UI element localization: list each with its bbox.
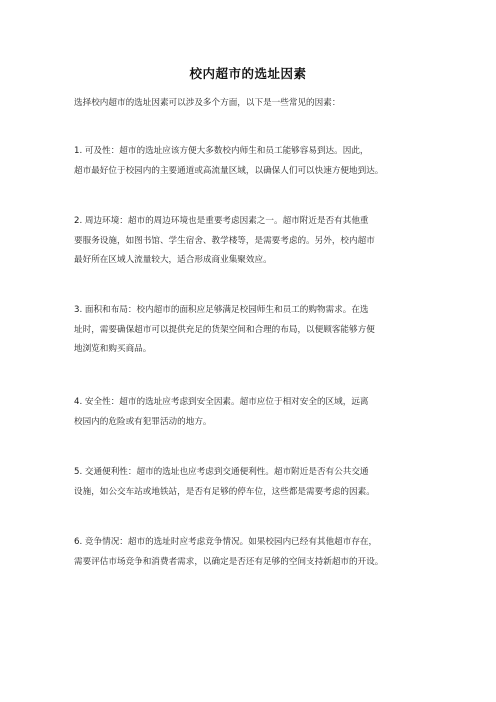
factor-paragraph-area-layout [74,301,434,360]
paragraph-line: 3. 面积和布局：校内超市的面积应足够满足校园师生和员工的购物需求。在选 [74,305,369,315]
paragraph-line: 需要评估市场竞争和消费者需求，以确定是否还有足够的空间支持新超市的开设。 [74,556,384,567]
intro-paragraph: 选择校内超市的选址因素可以涉及多个方面，以下是一些常见的因素： [74,98,341,108]
paragraph-line: 2. 周边环境：超市的周边环境也是重要考虑因素之一。超市附近是否有其他重 [74,216,369,226]
paragraph-line: 设施，如公交车站或地铁站，是否有足够的停车位，这些都是需要考虑的因素。 [74,486,375,497]
paragraph-line: 5. 交通便利性：超市的选址也应考虑到交通便利性。超市附近是否有公共交通 [74,467,369,477]
paragraph-line: 超市最好位于校园内的主要通道或高流量区域，以确保人们可以快速方便地到达。 [74,165,384,176]
paragraph-line: 1. 可及性：超市的选址应该方便大多数校内师生和员工能够容易到达。因此， [74,146,369,156]
factor-paragraph-surroundings [74,212,434,271]
paragraph-line: 4. 安全性：超市的选址应考虑到安全因素。超市应位于相对安全的区域，远离 [74,397,369,407]
paragraph-line: 址时，需要确保超市可以提供充足的货架空间和合理的布局，以便顾客能够方便 [74,324,375,335]
factor-paragraph-transport [74,463,434,502]
factor-paragraph-competition [74,533,434,572]
paragraph-line: 校园内的危险或有犯罪活动的地方。 [74,416,212,427]
factor-paragraph-accessibility [74,142,434,181]
paragraph-line: 6. 竞争情况：超市的选址时应考虑竞争情况。如果校园内已经有其他超市存在， [74,537,378,547]
factor-paragraph-safety [74,393,434,432]
paragraph-line: 要服务设施，如图书馆、学生宿舍、教学楼等，是需要考虑的。另外，校内超市 [74,235,375,246]
paragraph-line: 地浏览和购买商品。 [74,344,152,354]
paragraph-line: 最好所在区域人流量较大，适合形成商业集聚效应。 [74,255,272,265]
document-title: 校内超市的选址因素 [189,66,307,81]
